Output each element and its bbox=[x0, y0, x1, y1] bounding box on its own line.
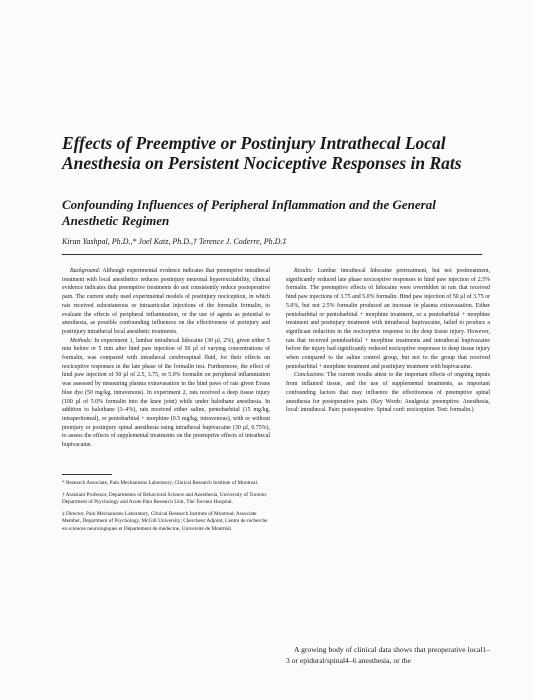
abstract-background bbox=[62, 267, 270, 337]
abstract-conclusions bbox=[286, 371, 490, 415]
article-subtitle: Confounding Influences of Peripheral Inflammation and the General Anesthetic Regimen bbox=[62, 197, 436, 228]
footnote-divider bbox=[62, 474, 112, 475]
article-title: Effects of Preemptive or Postinjury Intrathecal Local Anesthesia on Persistent Nociceptive Responses in Rats bbox=[62, 133, 462, 173]
results-text: Lumbar intrathecal lidocaine pretreatment, but not posttreatment, significantly reduced late phase nociceptive responses to hind paw injection of 2.5% formalin. The preemptive effects of lidocaine were overridden in rats that received hind paw injections of 3.75 and 5.0% formalin. Hind paw injection of 50 µl of 3.75 or 5.0%, but not 2.5% formalin produced an increase in plasma extravasation. Either pentobarbital or pentobarbital + morphine treatment, or a pentobarbital + morphine treatment and postinjury treatment with intrathecal bupivacaine, failed to produce a significant reduction in the nociceptive response to the deep tissue injury. However, rats that received pentobarbital + morphine treatments and intrathecal bupivacaine before the injury had significantly reduced nociceptive responses to deep tissue injury when compared to the saline control group, but not to the group that received pentobarbital + morphine treatment and postinjury treatment with bupivacaine. bbox=[286, 268, 490, 370]
abstract-results bbox=[286, 267, 490, 371]
author-line: Kiran Yashpal, Ph.D.,* Joel Katz, Ph.D.,† Terence J. Coderre, Ph.D.‡ bbox=[62, 237, 287, 246]
abstract-right-column bbox=[286, 267, 490, 415]
footnotes bbox=[62, 480, 270, 538]
body-intro bbox=[286, 645, 490, 666]
background-label: Background: bbox=[70, 268, 101, 274]
methods-text: In experiment 1, lumbar intrathecal lidocaine (30 µl, 2%), given either 5 min before or 5 min after hind paw injection of 50 µl of varying concentrations of formalin, was compared with intrathecal cerebrospinal fluid, for their effects on nociceptive responses in the late phase of the formalin test. Furthermore, the effect of hind paw injection of 50 µl of 2.5, 3.75, or 5.0% formalin on peripheral inflammation was assessed by measuring plasma extravasation in the hind paws of rats given Evans blue dye (50 mg/kg, intravenous). In experiment 2, rats received a deep tissue injury (100 µl of 5.0% formalin into the knee joint) while under halothane anesthesia. In addition to halothane (3–4%), rats received either saline, pentobarbital (15 mg/kg, intraperitoneal), or pentobarbital + morphine (0.5 mg/kg, intravenous), with or without preinjury or postinjury spinal anesthesia using intrathecal bupivacaine (30 µl, 0.75%), to assess the effects of supplemental treatments on the preemptive effects of intrathecal bupivacaine. bbox=[62, 337, 270, 449]
results-label: Results: bbox=[294, 268, 313, 274]
footnote-item: ‡ Director, Pain Mechanisms Laboratory, Clinical Research Institute of Montreal; Associate Member, Department of Psychology, McGill University; Chercheur Adjoint, Centre de recherche en sciences neurologiques et Département de médecine, Université de Montréal. bbox=[62, 510, 268, 532]
intro-paragraph: A growing body of clinical data shows that preoperative local1–3 or epidural/spinal4–6 anesthesia, or the bbox=[286, 645, 490, 665]
conclusions-text: The current results attest to the important effects of ongoing inputs from inflamed tissue, and the use of supplemental treatments, as important confounding factors that may influence the effectiveness of preemptive spinal anesthesia for postoperative pain. (Key Words: Analgesia: preemptive. Anesthesia, local: intrathecal. Pain: postoperative. Spinal cord: nociception. Test: formalin.) bbox=[286, 372, 490, 414]
conclusions-label: Conclusions: bbox=[294, 372, 326, 379]
background-text: Although experimental evidence indicates that preemptive intrathecal treatment with local anesthetics reduces postinjury neuronal hyperexcitability, clinical evidence indicates that preemptive treatments do not consistently reduce postoperative pain. The current study used experimental models of postinjury nociception, in which rats received subcutaneous or intraarticular injections of the formalin formalin, to evaluate the effects of peripheral inflammation, or the use of agents as potential to anesthesia, as possible confounding influences on the effectiveness of preinjury and postinjury intrathecal local anesthetic treatments. bbox=[62, 268, 270, 335]
footnote-item: † Assistant Professor, Departments of Behavioral Science and Anesthesia, University of Toronto; Department of Psychology and Acute Pain Research Unit, The Toronto Hospital. bbox=[62, 491, 268, 506]
methods-label: Methods: bbox=[70, 337, 93, 344]
footnote-item: * Research Associate, Pain Mechanisms Laboratory, Clinical Research Institute of Montreal. bbox=[62, 480, 259, 486]
header-divider bbox=[62, 254, 482, 255]
abstract-methods bbox=[62, 337, 270, 450]
abstract-left-column bbox=[62, 267, 270, 450]
